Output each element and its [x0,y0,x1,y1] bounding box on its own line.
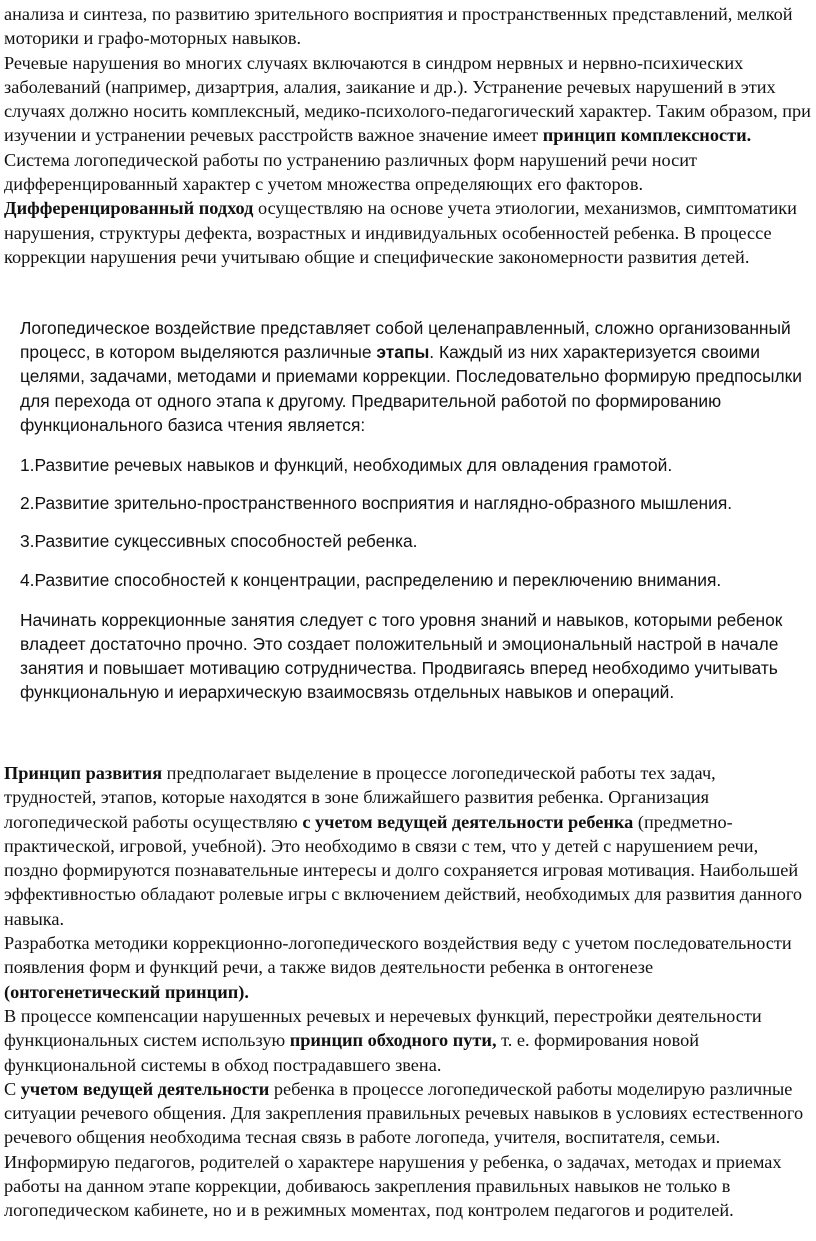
list-item: 1.Развитие речевых навыков и функций, необходимых для овладения грамотой. [20,455,673,476]
paragraph-bypass: В процессе компенсации нарушенных речевых и неречевых функций, перестройки деятельности функциональных систем использую принцип обходного пути, т. е. формирования новой функциональной системы в обход пострадавшего звена. [4,1005,762,1075]
block-1 [0,2,816,269]
block-3 [0,761,816,1223]
paragraph-stages: Логопедическое воздействие представляет собой целенаправленный, сложно организованный процесс, в котором выделяются различные этапы. Каждый из них характеризуется своими целями, задачами, методами и приемами коррекции. Последовательно формирую предпосылки для перехода от одного этапа к другому. Предварительной работой по формированию функционального базиса чтения является: [20,318,802,435]
bold-bypass-principle: принцип обходного пути, [289,1030,497,1051]
bold-leading-activity-2: учетом ведущей деятельности [20,1078,270,1099]
list-item: 3.Развитие сукцессивных способностей ребенка. [20,531,418,552]
paragraph-differentiated: Система логопедической работы по устранению различных форм нарушений речи носит дифференцированный характер с учетом множества определяющих его факторов. Дифференцированный подход осуществляю на основе учета этиологии, механизмов, симптоматики нарушения, структуры дефекта, возрастных и индивидуальных особенностей ребенка. В процессе коррекции нарушения речи учитываю общие и специфические закономерности развития детей. [4,149,797,267]
paragraph-leading-activity: С учетом ведущей деятельности ребенка в процессе логопедической работы моделирую различные ситуации речевого общения. Для закрепления правильных речевых навыков в условиях естественного речевого общения необходима тесная связь в работе логопеда, учителя, воспитателя, семьи. Информирую педагогов, родителей о характере нарушения у ребенка, о задачах, методах и приемах работы на данном этапе коррекции, добиваюсь закрепления правильных навыков не только в логопедическом кабинете, но и в режимных моментах, под контролем педагогов и родителей. [4,1078,804,1221]
bold-differentiated-approach: Дифференцированный подход [4,198,254,219]
bold-stages: этапы [376,342,430,363]
list-item: 2.Развитие зрительно-пространственного восприятия и наглядно-образного мышления. [20,493,733,514]
paragraph-ontogenetic: Разработка методики коррекционно-логопедического воздействия веду с учетом последовательности появления форм и функций речи, а также видов деятельности ребенка в онтогенезе (онтогенетический принцип). [4,933,792,1002]
paragraph-analysis: анализа и синтеза, по развитию зрительного восприятия и пространственных представлений, мелкой моторики и графо-моторных навыков. [4,4,793,49]
list-item: 4.Развитие способностей к концентрации, распределению и переключению внимания. [20,569,722,590]
bold-leading-activity: с учетом ведущей деятельности ребенка [302,811,634,832]
paragraph-start-lessons: Начинать коррекционные занятия следует с того уровня знаний и навыков, которыми ребенок владеет достаточно прочно. Это создает положительный и эмоциональный настрой в начале занятия и повышает мотивацию сотрудничества. Продвигаясь вперед необходимо учитывать функциональную и иерархическую взаимосвязь отдельных навыков и операций. [20,609,783,703]
bold-ontogenetic-principle: (онтогенетический принцип). [4,981,249,1002]
paragraph-development-principle: Принцип развития предполагает выделение в процессе логопедической работы тех задач, трудностей, этапов, которые находятся в зоне ближайшего развития ребенка. Организация логопедической работы осуществляю с учетом ведущей деятельности ребенка (предметно-практической, игровой, учебной). Это необходимо в связи с тем, что у детей с нарушением речи, поздно формируются познавательные интересы и долго сохраняется игровая мотивация. Наибольшей эффективностью обладают ролевые игры с включением действий, необходимых для развития данного навыка. [4,763,803,929]
bold-complexity-principle: принцип комплексности. [542,125,752,146]
paragraph-complexity: Речевые нарушения во многих случаях включаются в синдром нервных и нервно-психических заболеваний (например, дизартрия, алалия, заикание и др.). Устранение речевых нарушений в этих случаях должно носить комплексный, медико-психолого-педагогический характер. Таким образом, при изучении и устранении речевых расстройств важное значение имеет принцип комплексности. [4,52,811,146]
bold-development-principle: Принцип развития [4,763,163,783]
block-2 [0,316,816,705]
